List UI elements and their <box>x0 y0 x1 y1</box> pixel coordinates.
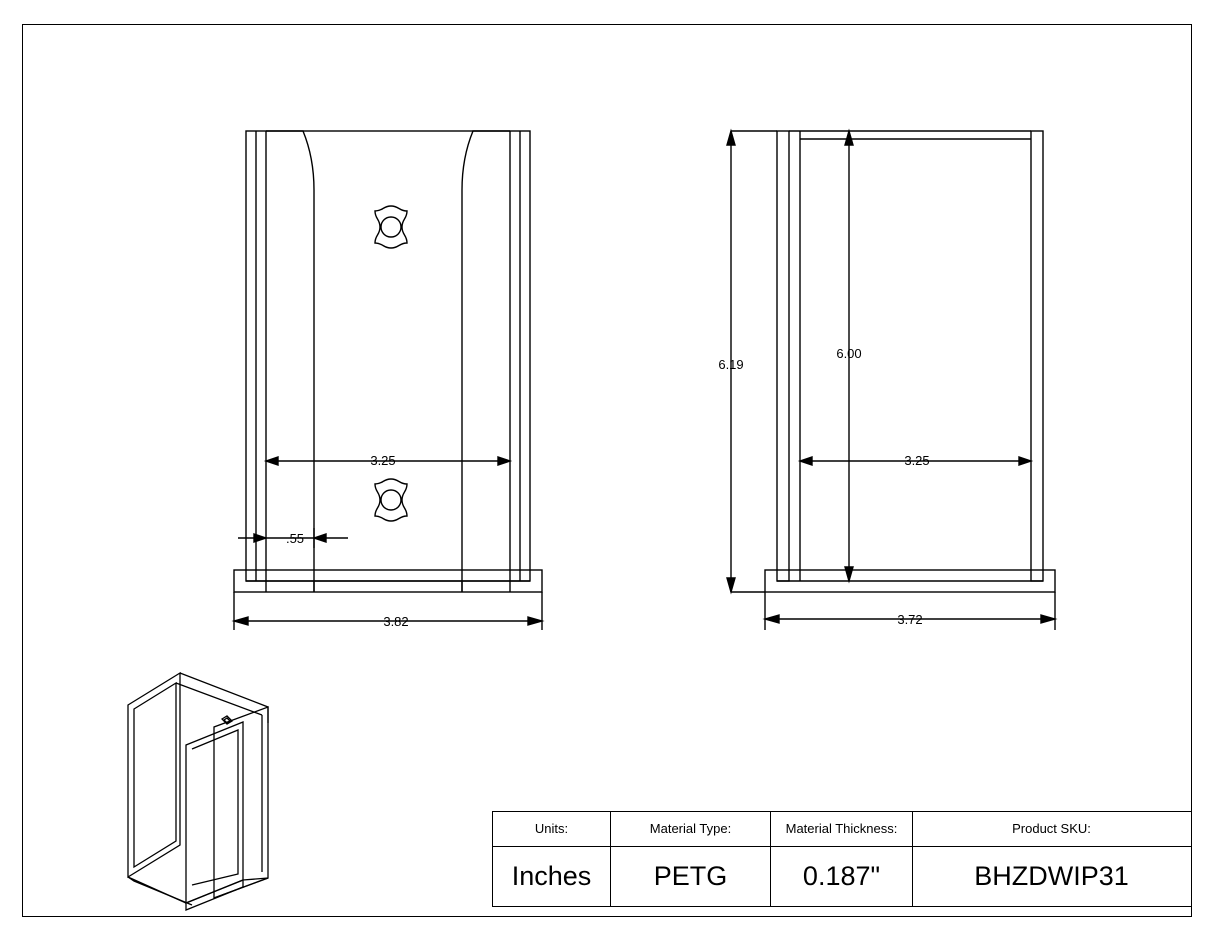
isometric-view <box>128 673 268 910</box>
value-units: Inches <box>493 847 611 906</box>
header-product-sku: Product SKU: <box>1012 821 1091 837</box>
front-view <box>234 131 542 630</box>
value-product-sku: BHZDWIP31 <box>974 860 1129 891</box>
title-block-value-row <box>493 847 1191 906</box>
value-material-thickness: 0.187" <box>771 847 913 906</box>
title-block-header-row <box>493 812 1191 847</box>
mounting-hole-upper <box>375 206 407 248</box>
dim-text-front-inner-width: 3.25 <box>370 453 396 468</box>
dim-text-front-overall-width: 3.82 <box>383 614 409 629</box>
header-material-thickness: Material Thickness: <box>771 812 913 846</box>
dim-text-front-side-offset: .55 <box>285 531 305 546</box>
mounting-hole-lower <box>375 479 407 521</box>
header-units: Units: <box>493 812 611 846</box>
dim-text-side-inner-height: 6.00 <box>836 346 862 361</box>
side-view <box>727 131 1055 630</box>
dim-text-side-inner-width: 3.25 <box>904 453 930 468</box>
title-block <box>492 811 1192 907</box>
header-material-type: Material Type: <box>611 812 771 846</box>
dim-text-side-overall-width: 3.72 <box>897 612 923 627</box>
dim-text-side-overall-height: 6.19 <box>718 357 744 372</box>
value-material-type: PETG <box>611 847 771 906</box>
